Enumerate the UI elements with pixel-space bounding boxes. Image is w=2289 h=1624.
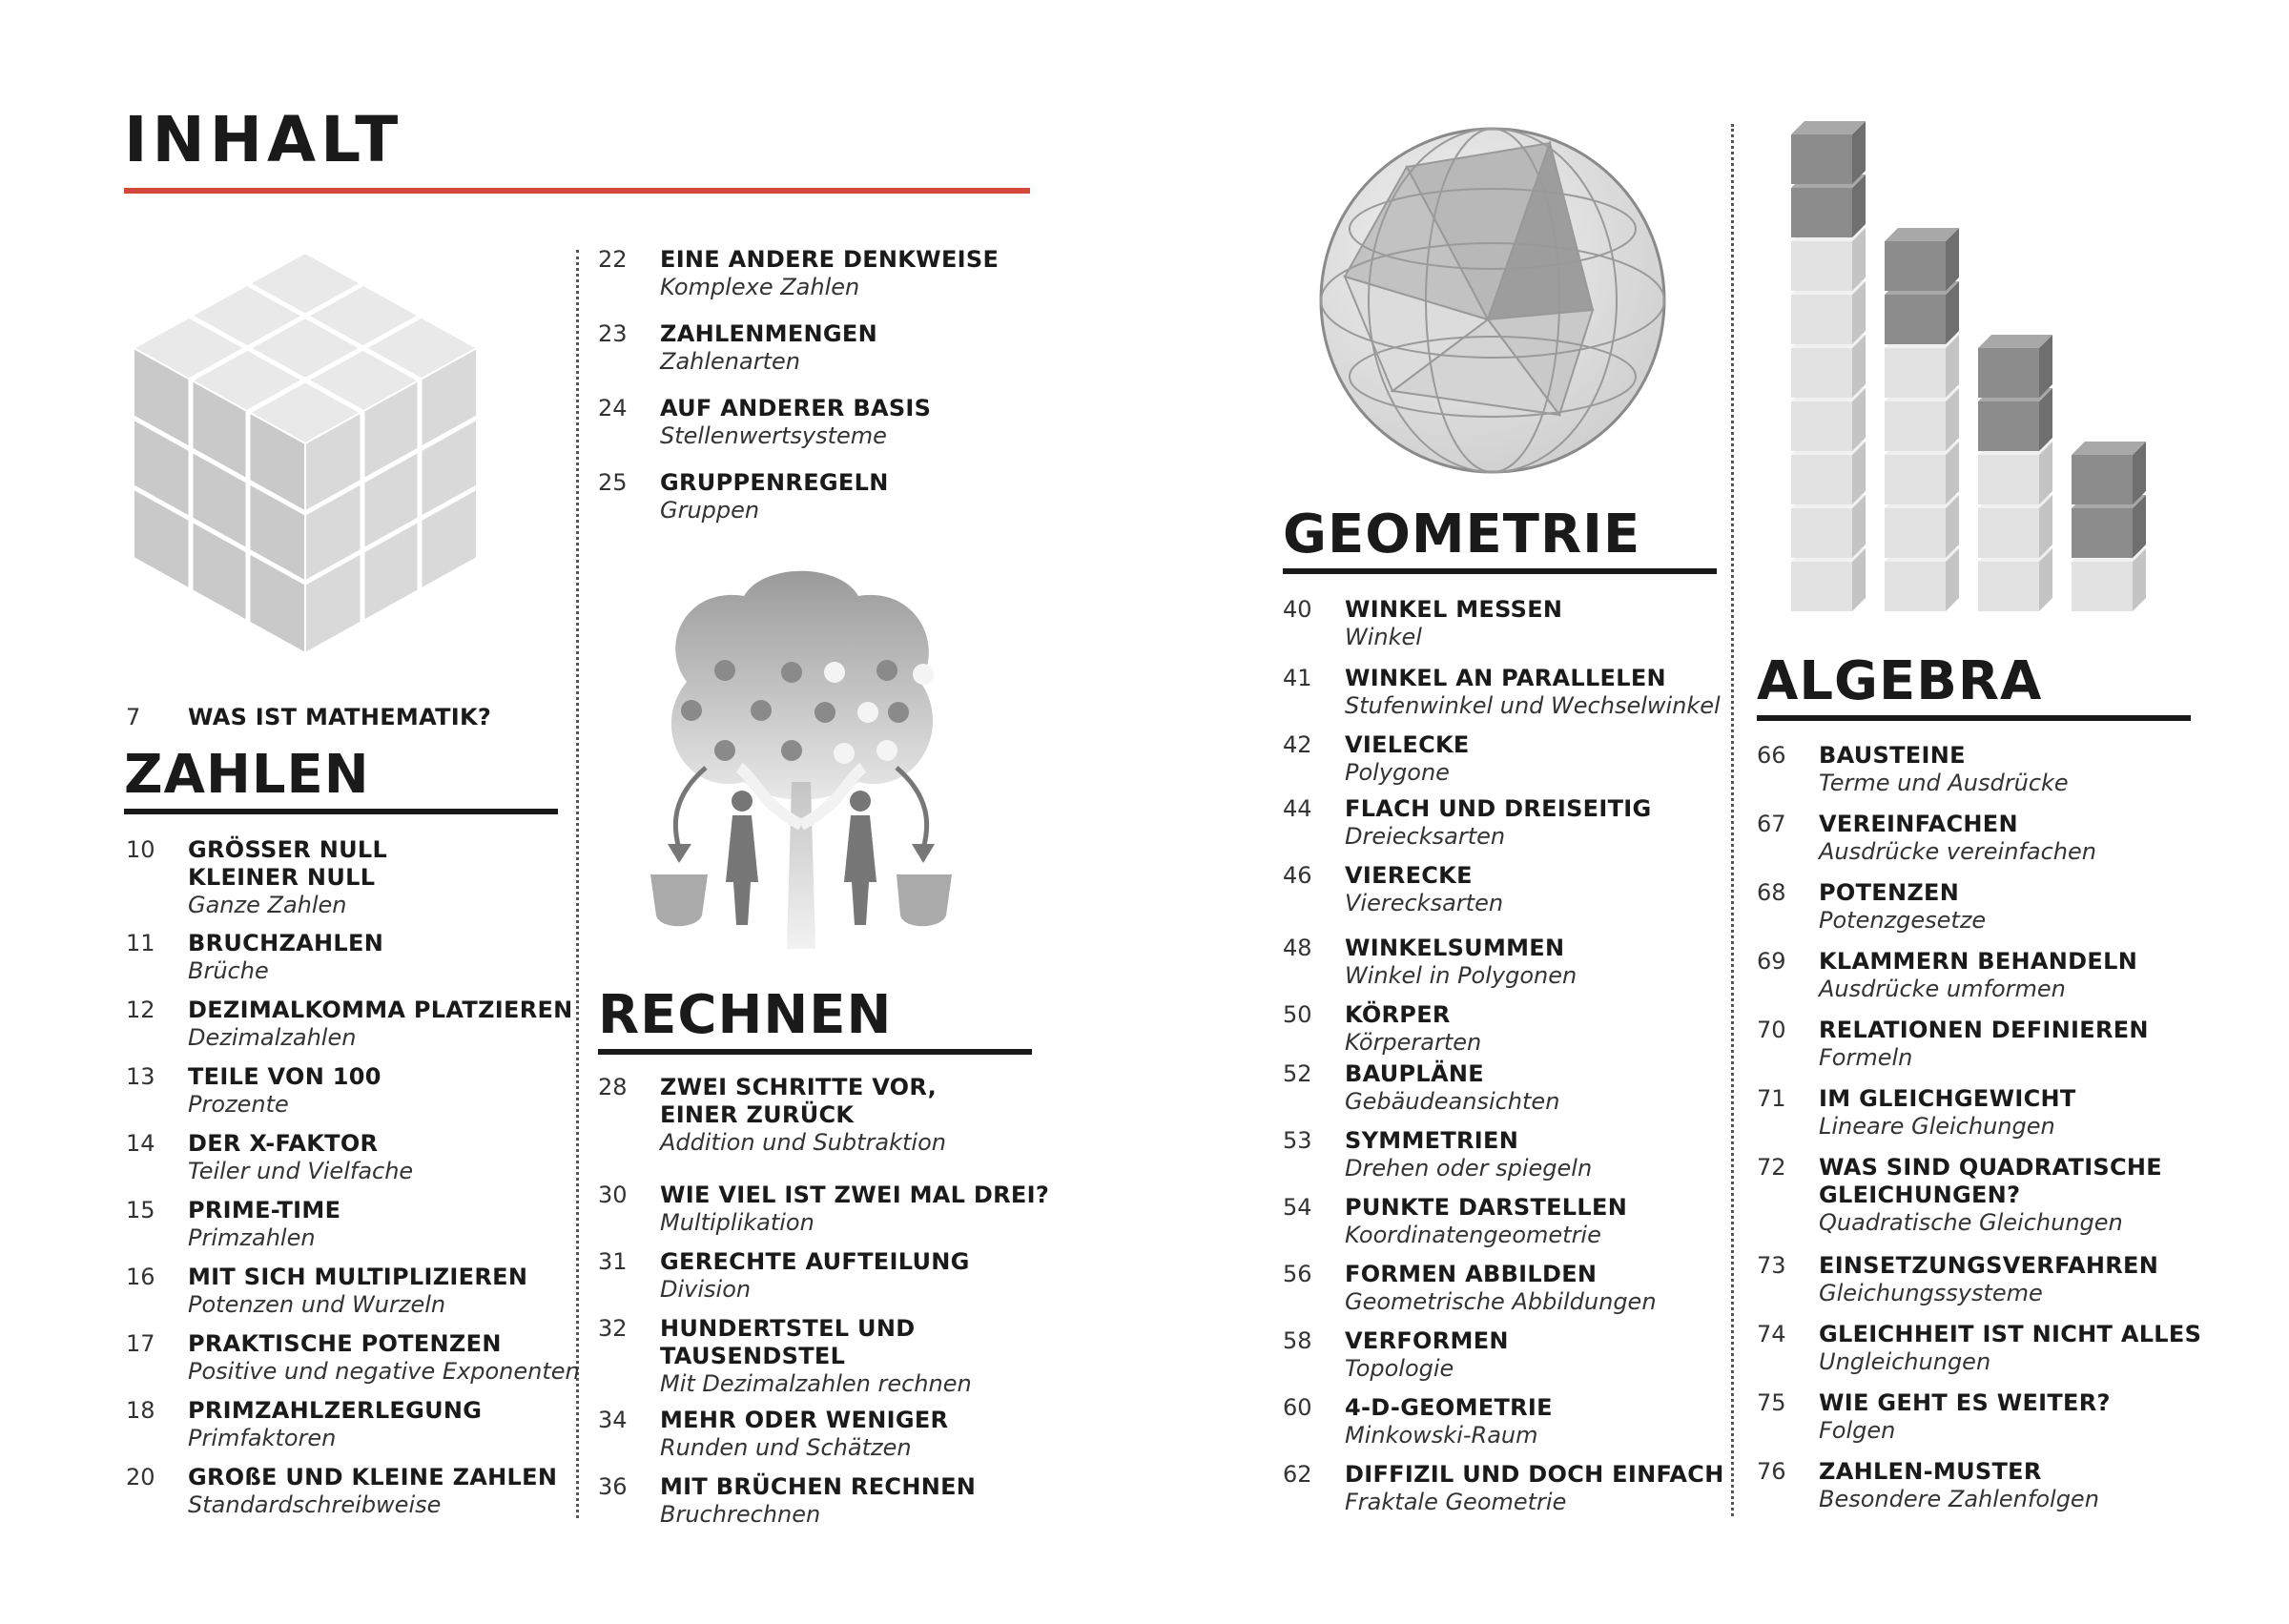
entry-title: HUNDERTSTEL UND TAUSENDSTEL [660,1315,916,1369]
entry-title: MIT SICH MULTIPLIZIEREN [188,1264,528,1290]
entry-subtitle: Potenzen und Wurzeln [188,1291,446,1318]
entry-subtitle: Winkel in Polygonen [1345,962,1578,989]
entry-title: KÖRPER [1345,1001,1451,1028]
section-rule-algebra [1757,715,2191,721]
entry-subtitle: Zahlenarten [660,348,800,375]
entry-title: BAUSTEINE [1819,742,1966,769]
entry-subtitle: Stufenwinkel und Wechselwinkel [1345,692,1721,719]
entry-title: WINKELSUMMEN [1345,935,1565,961]
entry-page-number: 53 [1283,1127,1312,1154]
sphere-illustration [1316,124,1669,477]
entry-title: DIFFIZIL UND DOCH EINFACH [1345,1461,1724,1488]
entry-subtitle: Geometrische Abbildungen [1345,1288,1657,1315]
entry-title: WIE GEHT ES WEITER? [1819,1389,2111,1416]
entry-subtitle: Gebäudeansichten [1345,1088,1560,1115]
entry-title: WIE VIEL IST ZWEI MAL DREI? [660,1182,1050,1208]
entry-title: WINKEL AN PARALLELEN [1345,665,1666,691]
entry-title: VIERECKE [1345,862,1473,889]
entry-page-number: 34 [598,1407,628,1433]
entry-title: FORMEN ABBILDEN [1345,1261,1598,1287]
entry-title: BAUPLÄNE [1345,1060,1484,1087]
entry-title: EINE ANDERE DENKWEISE [660,246,1000,273]
entry-title: ZAHLENMENGEN [660,320,877,347]
block-cube [2072,442,2146,504]
entry-subtitle: Gruppen [660,497,760,524]
entry-page-number: 44 [1283,795,1312,822]
page-title: INHALT [124,103,403,176]
entry-title: MIT BRÜCHEN RECHNEN [660,1473,977,1500]
entry-title: PRIMZAHLZERLEGUNG [188,1397,483,1424]
entry-title: VERFORMEN [1345,1327,1509,1354]
entry-subtitle: Minkowski-Raum [1345,1422,1538,1449]
entry-page-number: 25 [598,469,628,496]
entry-subtitle: Mit Dezimalzahlen rechnen [660,1370,972,1397]
entry-subtitle: Brüche [188,957,269,984]
cube-illustration [119,243,491,663]
entry-page-number: 60 [1283,1394,1312,1421]
entry-page-number: 73 [1757,1252,1786,1279]
entry-page-number: 74 [1757,1321,1786,1347]
entry-subtitle: Drehen oder spiegeln [1345,1155,1593,1182]
entry-page-number: 75 [1757,1389,1786,1416]
entry-page-number: 71 [1757,1085,1786,1112]
section-rule-zahlen [124,809,558,814]
entry-page-number: 11 [126,930,155,956]
entry-subtitle: Potenzgesetze [1819,907,1987,934]
entry-title: VEREINFACHEN [1819,811,2018,837]
entry-title: BRUCHZAHLEN [188,930,384,956]
entry-page-number: 12 [126,997,155,1023]
entry-page-number: 23 [598,320,628,347]
entry-page-number: 41 [1283,665,1312,691]
section-title-rechnen: RECHNEN [598,984,893,1046]
entry-page-number: 54 [1283,1194,1312,1221]
entry-page-number: 16 [126,1264,155,1290]
entry-title: FLACH UND DREISEITIG [1345,795,1652,822]
entry-title: AUF ANDERER BASIS [660,395,932,421]
entry-page-number: 13 [126,1063,155,1090]
entry-page-number: 17 [126,1330,155,1357]
entry-title: IM GLEICHGEWICHT [1819,1085,2076,1112]
entry-page-number: 48 [1283,935,1312,961]
entry-title: DEZIMALKOMMA PLATZIEREN [188,997,573,1023]
entry-page-number: 14 [126,1130,155,1157]
entry-title: VIELECKE [1345,731,1470,758]
apple-tree-illustration [649,567,954,968]
entry-subtitle: Dreiecksarten [1345,823,1506,850]
entry-subtitle: Terme und Ausdrücke [1819,770,2069,796]
entry-page-number: 7 [126,704,141,730]
entry-page-number: 58 [1283,1327,1312,1354]
entry-subtitle: Polygone [1345,759,1450,786]
entry-page-number: 18 [126,1397,155,1424]
entry-subtitle: Fraktale Geometrie [1345,1489,1567,1515]
entry-page-number: 10 [126,836,155,863]
entry-page-number: 30 [598,1182,628,1208]
entry-page-number: 15 [126,1197,155,1223]
block-cube [1978,335,2052,398]
entry-subtitle: Ausdrücke vereinfachen [1819,838,2096,865]
entry-page-number: 32 [598,1315,628,1342]
entry-subtitle: Formeln [1819,1044,1913,1071]
entry-subtitle: Standardschreibweise [188,1491,442,1518]
entry-subtitle: Vierecksarten [1345,890,1504,916]
entry-title: GRUPPENREGELN [660,469,889,496]
entry-page-number: 52 [1283,1060,1312,1087]
entry-subtitle: Bruchrechnen [660,1501,821,1528]
entry-title: WAS SIND QUADRATISCHE GLEICHUNGEN? [1819,1154,2163,1208]
entry-page-number: 56 [1283,1261,1312,1287]
block-cube [1885,228,1959,291]
block-cube [1791,121,1866,184]
entry-page-number: 40 [1283,596,1312,623]
entry-subtitle: Ausdrücke umformen [1819,976,2066,1002]
entry-title: GROßE UND KLEINE ZAHLEN [188,1464,558,1490]
entry-title: MEHR ODER WENIGER [660,1407,949,1433]
entry-page-number: 67 [1757,811,1786,837]
section-title-zahlen: ZAHLEN [124,744,370,806]
entry-page-number: 68 [1757,879,1786,906]
entry-page-number: 66 [1757,742,1786,769]
entry-subtitle: Lineare Gleichungen [1819,1113,2055,1140]
entry-subtitle: Primfaktoren [188,1425,337,1451]
section-rule-geometrie [1283,568,1717,574]
entry-subtitle: Division [660,1276,752,1303]
entry-title: KLAMMERN BEHANDELN [1819,948,2138,975]
entry-page-number: 70 [1757,1017,1786,1043]
entry-title: ZAHLEN-MUSTER [1819,1458,2042,1485]
entry-title: TEILE VON 100 [188,1063,382,1090]
entry-page-number: 20 [126,1464,155,1490]
entry-page-number: 36 [598,1473,628,1500]
entry-page-number: 69 [1757,948,1786,975]
entry-subtitle: Ganze Zahlen [188,892,347,918]
entry-title: GRÖSSER NULL KLEINER NULL [188,836,388,891]
section-title-geometrie: GEOMETRIE [1283,504,1641,565]
entry-subtitle: Addition und Subtraktion [660,1129,946,1156]
entry-title: PRAKTISCHE POTENZEN [188,1330,502,1357]
entry-title: DER X-FAKTOR [188,1130,379,1157]
title-rule [124,188,1030,194]
entry-title: SYMMETRIEN [1345,1127,1519,1154]
entry-subtitle: Prozente [188,1091,289,1118]
entry-subtitle: Dezimalzahlen [188,1024,357,1051]
entry-page-number: 62 [1283,1461,1312,1488]
entry-title: RELATIONEN DEFINIEREN [1819,1017,2149,1043]
entry-subtitle: Quadratische Gleichungen [1819,1209,2123,1236]
entry-title: WINKEL MESSEN [1345,596,1563,623]
entry-subtitle: Stellenwertsysteme [660,422,887,449]
block-columns-illustration [1782,119,2154,625]
entry-title: GERECHTE AUFTEILUNG [660,1248,970,1275]
entry-page-number: 28 [598,1074,628,1100]
entry-title: POTENZEN [1819,879,1960,906]
entry-page-number: 42 [1283,731,1312,758]
entry-title: ZWEI SCHRITTE VOR, EINER ZURÜCK [660,1074,937,1128]
entry-title: PRIME-TIME [188,1197,341,1223]
entry-subtitle: Topologie [1345,1355,1454,1382]
entry-subtitle: Positive und negative Exponenten [188,1358,580,1385]
entry-page-number: 72 [1757,1154,1786,1181]
entry-page-number: 22 [598,246,628,273]
entry-page-number: 31 [598,1248,628,1275]
entry-subtitle: Komplexe Zahlen [660,274,860,300]
entry-page-number: 24 [598,395,628,421]
entry-title: GLEICHHEIT IST NICHT ALLES [1819,1321,2202,1347]
entry-subtitle: Koordinatengeometrie [1345,1222,1601,1248]
entry-subtitle: Gleichungssysteme [1819,1280,2043,1306]
section-rule-rechnen [598,1049,1032,1055]
entry-subtitle: Winkel [1345,624,1422,650]
entry-title: PUNKTE DARSTELLEN [1345,1194,1628,1221]
entry-page-number: 76 [1757,1458,1786,1485]
entry-page-number: 50 [1283,1001,1312,1028]
entry-subtitle: Körperarten [1345,1029,1482,1056]
entry-subtitle: Folgen [1819,1417,1896,1444]
entry-subtitle: Teiler und Vielfache [188,1158,414,1184]
entry-subtitle: Runden und Schätzen [660,1434,912,1461]
entry-subtitle: Besondere Zahlenfolgen [1819,1486,2099,1512]
entry-subtitle: Multiplikation [660,1209,815,1236]
entry-title: EINSETZUNGSVERFAHREN [1819,1252,2159,1279]
entry-page-number: 46 [1283,862,1312,889]
section-title-algebra: ALGEBRA [1757,650,2043,712]
entry-title: 4-D-GEOMETRIE [1345,1394,1553,1421]
entry-subtitle: Ungleichungen [1819,1348,1991,1375]
entry-subtitle: Primzahlen [188,1224,316,1251]
entry-title: WAS IST MATHEMATIK? [188,704,492,730]
